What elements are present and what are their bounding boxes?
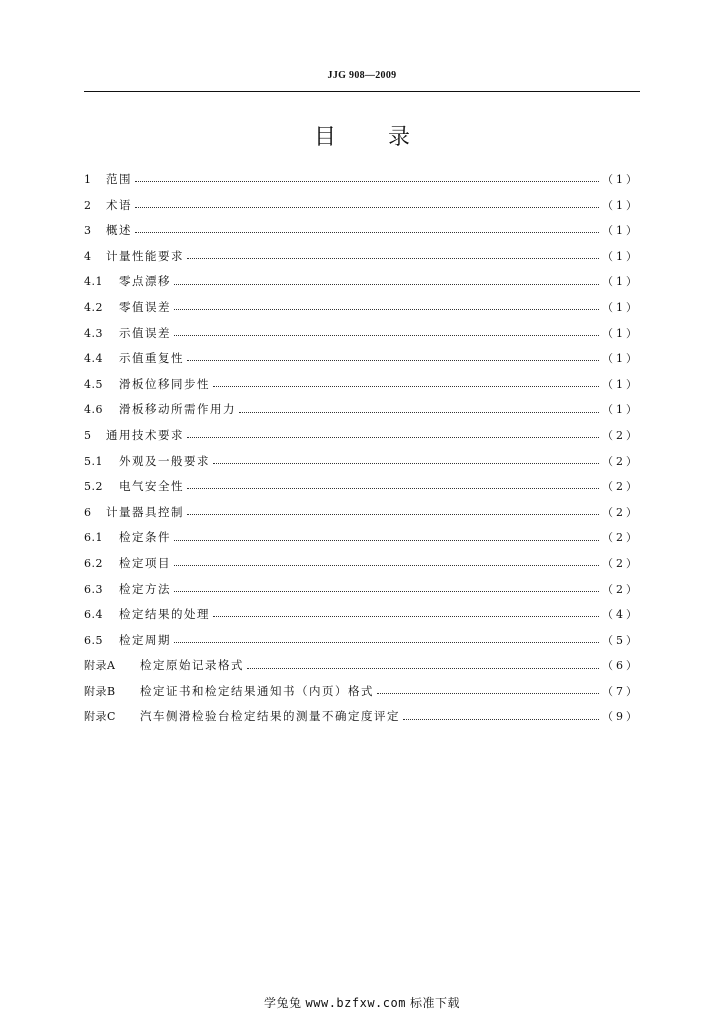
toc-entry[interactable] (84, 167, 640, 193)
toc-entry-number: 2 (84, 198, 92, 212)
footer-tagline: 标准下载 (409, 996, 460, 1010)
toc-entry-page: （5） (602, 633, 640, 647)
toc-entry-label[interactable]: 检定项目 (119, 555, 171, 570)
toc-entry-label[interactable]: 检定结果的处理 (119, 607, 210, 622)
toc-entry-page: （2） (602, 454, 640, 468)
toc-entry-number: 附录C (84, 710, 116, 724)
toc-entry[interactable] (84, 628, 640, 654)
toc-entry[interactable] (84, 372, 640, 398)
toc-dot-leader (174, 528, 599, 541)
toc-entry-label[interactable]: 滑板位移同步性 (119, 376, 210, 391)
toc-dot-leader (247, 656, 599, 669)
toc-entry[interactable] (84, 602, 640, 628)
toc-entry-label[interactable]: 汽车侧滑检验台检定结果的测量不确定度评定 (140, 709, 400, 724)
toc-dot-leader (377, 681, 599, 694)
toc-entry[interactable] (84, 346, 640, 372)
toc-entry-page: （2） (602, 531, 640, 545)
toc-entry-label[interactable]: 示值重复性 (119, 351, 184, 366)
toc-dot-leader (403, 707, 599, 720)
toc-entry-label[interactable]: 计量性能要求 (106, 248, 184, 263)
toc-dot-leader (213, 604, 599, 617)
toc-entry-page: （1） (602, 198, 640, 212)
toc-entry-page: （7） (602, 684, 640, 698)
toc-entry-number: 1 (84, 173, 92, 186)
toc-entry-number: 5.2 (84, 480, 103, 494)
toc-dot-leader (187, 502, 599, 515)
toc-entry-page: （2） (602, 582, 640, 596)
toc-entry-label[interactable]: 电气安全性 (119, 479, 184, 494)
toc-entry-number: 6.3 (84, 582, 103, 596)
toc-entry-label[interactable]: 术语 (106, 197, 132, 212)
toc-entry-number: 4.1 (84, 275, 103, 289)
toc-entry-number: 6 (84, 505, 92, 519)
toc-dot-leader (174, 630, 599, 643)
toc-entry[interactable] (84, 244, 640, 270)
toc-entry[interactable] (84, 449, 640, 475)
toc-entry-label[interactable]: 检定方法 (119, 581, 171, 596)
toc-entry-number: 5.1 (84, 454, 103, 468)
toc-entry[interactable] (84, 525, 640, 551)
toc-entry[interactable] (84, 704, 640, 730)
page-title: 目录 (313, 125, 462, 150)
toc-entry-label[interactable]: 检定周期 (119, 632, 171, 647)
toc-dot-leader (213, 451, 599, 464)
toc-entry-label[interactable]: 滑板移动所需作用力 (119, 402, 236, 417)
toc-entry-number: 6.4 (84, 608, 103, 622)
toc-entry-number: 4.5 (84, 377, 103, 391)
toc-dot-leader (213, 374, 599, 387)
toc-entry-label[interactable]: 外观及一般要求 (119, 453, 210, 468)
toc-entry-number: 5 (84, 428, 92, 442)
table-of-contents (84, 167, 640, 730)
toc-entry[interactable] (84, 295, 640, 321)
toc-entry[interactable] (84, 577, 640, 603)
toc-entry-label[interactable]: 概述 (106, 223, 132, 238)
toc-entry-number: 6.2 (84, 556, 103, 570)
toc-dot-leader (187, 246, 599, 259)
toc-dot-leader (187, 348, 599, 361)
header-rule (84, 91, 640, 92)
toc-entry-page: （2） (602, 505, 640, 519)
toc-dot-leader (174, 272, 599, 285)
toc-entry-page: （1） (602, 275, 640, 289)
toc-entry-page: （6） (602, 659, 640, 673)
toc-entry-page: （1） (602, 224, 640, 238)
toc-entry-page: （9） (602, 710, 640, 724)
toc-entry[interactable] (84, 193, 640, 219)
toc-entry[interactable] (84, 679, 640, 705)
toc-entry-page: （1） (602, 173, 640, 186)
toc-dot-leader (187, 476, 599, 489)
toc-dot-leader (135, 195, 599, 208)
toc-dot-leader (187, 425, 599, 438)
toc-entry-page: （1） (602, 403, 640, 417)
toc-dot-leader (239, 400, 599, 413)
toc-entry-page: （1） (602, 377, 640, 391)
toc-entry[interactable] (84, 500, 640, 526)
toc-entry[interactable] (84, 321, 640, 347)
toc-entry-page: （2） (602, 556, 640, 570)
toc-entry[interactable] (84, 397, 640, 423)
toc-entry[interactable] (84, 269, 640, 295)
toc-entry-label[interactable]: 范围 (106, 172, 132, 186)
toc-entry[interactable] (84, 653, 640, 679)
toc-entry-label[interactable]: 检定原始记录格式 (140, 658, 244, 673)
toc-entry-label[interactable]: 零值误差 (119, 299, 171, 314)
toc-dot-leader (135, 220, 599, 233)
toc-entry-label[interactable]: 计量器具控制 (106, 504, 184, 519)
toc-entry[interactable] (84, 474, 640, 500)
toc-dot-leader (174, 553, 599, 566)
toc-entry-page: （1） (602, 300, 640, 314)
toc-entry[interactable] (84, 423, 640, 449)
toc-entry-number: 6.1 (84, 531, 103, 545)
document-code-header: JJG 908—2009 (327, 70, 397, 81)
toc-entry[interactable] (84, 218, 640, 244)
toc-entry-number: 附录A (84, 659, 116, 673)
toc-entry-page: （4） (602, 608, 640, 622)
toc-entry-label[interactable]: 通用技术要求 (106, 427, 184, 442)
toc-entry-number: 4.6 (84, 403, 103, 417)
toc-entry[interactable] (84, 551, 640, 577)
toc-entry-number: 4 (84, 249, 92, 263)
toc-entry-page: （2） (602, 428, 640, 442)
toc-entry-page: （1） (602, 352, 640, 366)
toc-dot-leader (174, 579, 599, 592)
footer-url-link[interactable]: www.bzfxw.com (305, 996, 406, 1010)
toc-entry-number: 4.2 (84, 300, 103, 314)
toc-entry-number: 6.5 (84, 633, 103, 647)
toc-entry-page: （2） (602, 480, 640, 494)
toc-entry-label[interactable]: 示值误差 (119, 325, 171, 340)
toc-entry-label[interactable]: 零点漂移 (119, 274, 171, 289)
toc-entry-number: 4.3 (84, 326, 103, 340)
toc-dot-leader (174, 297, 599, 310)
toc-entry-page: （1） (602, 249, 640, 263)
footer-site-name: 学兔兔 (264, 996, 302, 1010)
toc-entry-label[interactable]: 检定证书和检定结果通知书（内页）格式 (140, 683, 374, 698)
toc-entry-number: 附录B (84, 684, 116, 698)
toc-entry-number: 3 (84, 224, 92, 238)
toc-dot-leader (174, 323, 599, 336)
toc-entry-number: 4.4 (84, 352, 103, 366)
toc-dot-leader (135, 169, 599, 182)
footer (0, 994, 724, 1011)
toc-entry-label[interactable]: 检定条件 (119, 530, 171, 545)
toc-entry-page: （1） (602, 326, 640, 340)
